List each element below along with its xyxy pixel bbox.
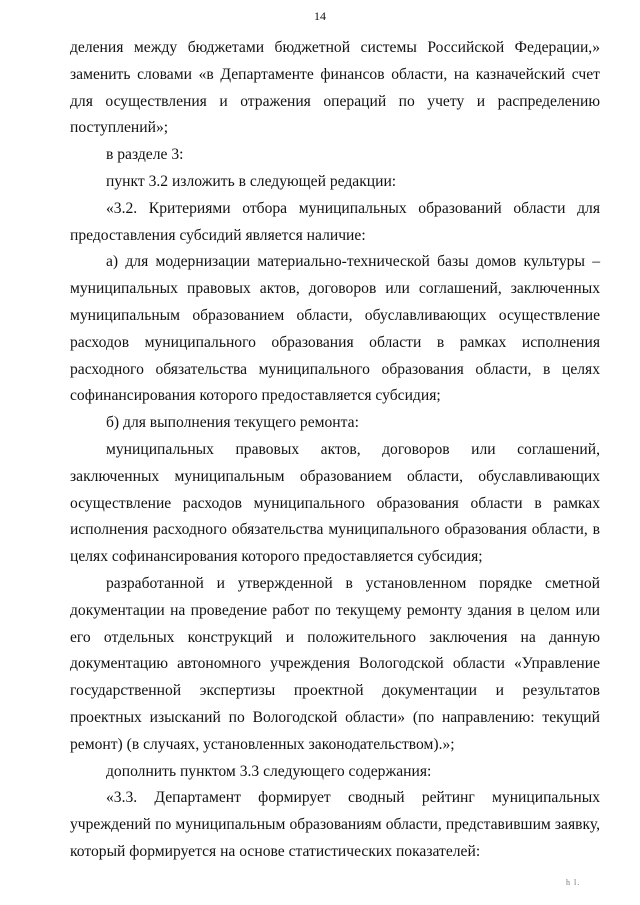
paragraph-subitem-b: б) для выполнения текущего ремонта: xyxy=(106,414,359,432)
paragraph-section-3: в разделе 3: xyxy=(106,146,184,164)
paragraph-continuation: деления между бюджетами бюджетной системы Российской Федерации,» заменить словами «в Департаменте финансов области, на казначейский счет для осуществления и отражения операций по учету и распределению поступлений»; xyxy=(70,39,600,137)
paragraph-item-3-2-intro: пункт 3.2 изложить в следующей редакции: xyxy=(106,172,397,190)
paragraph-subitem-a: а) для модернизации материально-технической базы домов культуры – муниципальных правовых актов, договоров или соглашений, заключенных муниципальным образованием области, обуславливающих осуществление расходов муниципального образования области в рамках исполнения расходного обязательства муниципального образования области, в целях софинансирования которого предоставляется субсидия; xyxy=(70,253,600,405)
paragraph-estimate-docs: разработанной и утвержденной в установленном порядке сметной документации на проведение работ по текущему ремонту здания в целом или его отдельных конструкций и положительного заключения на данную документацию автономного учреждения Вологодской области «Управление государственной экспертизы проектной документации и результатов проектных изысканий по Вологодской области» (по направлению: текущий ремонт) (в случаях, установленных законодательством).»; xyxy=(70,574,600,753)
paragraph-item-3-3-intro: дополнить пунктом 3.3 следующего содержания: xyxy=(106,762,432,780)
page-number: 14 xyxy=(314,9,326,23)
paragraph-legal-acts: муниципальных правовых актов, договоров или соглашений, заключенных муниципальным образованием области, обуславливающих осуществление расходов муниципального образования области в рамках исполнения расходного обязательства муниципального образования области, в целях софинансирования которого предоставляется субсидия; xyxy=(70,440,600,566)
paragraph-item-3-2: «3.2. Критериями отбора муниципальных образований области для предоставления субсидий является наличие: xyxy=(70,199,600,244)
document-body xyxy=(70,35,600,866)
footer-mark: h l. xyxy=(566,878,581,887)
paragraph-item-3-3: «3.3. Департамент формирует сводный рейтинг муниципальных учреждений по муниципальным образованиям области, представившим заявку, который формируется на основе статистических показателей: xyxy=(70,789,600,860)
